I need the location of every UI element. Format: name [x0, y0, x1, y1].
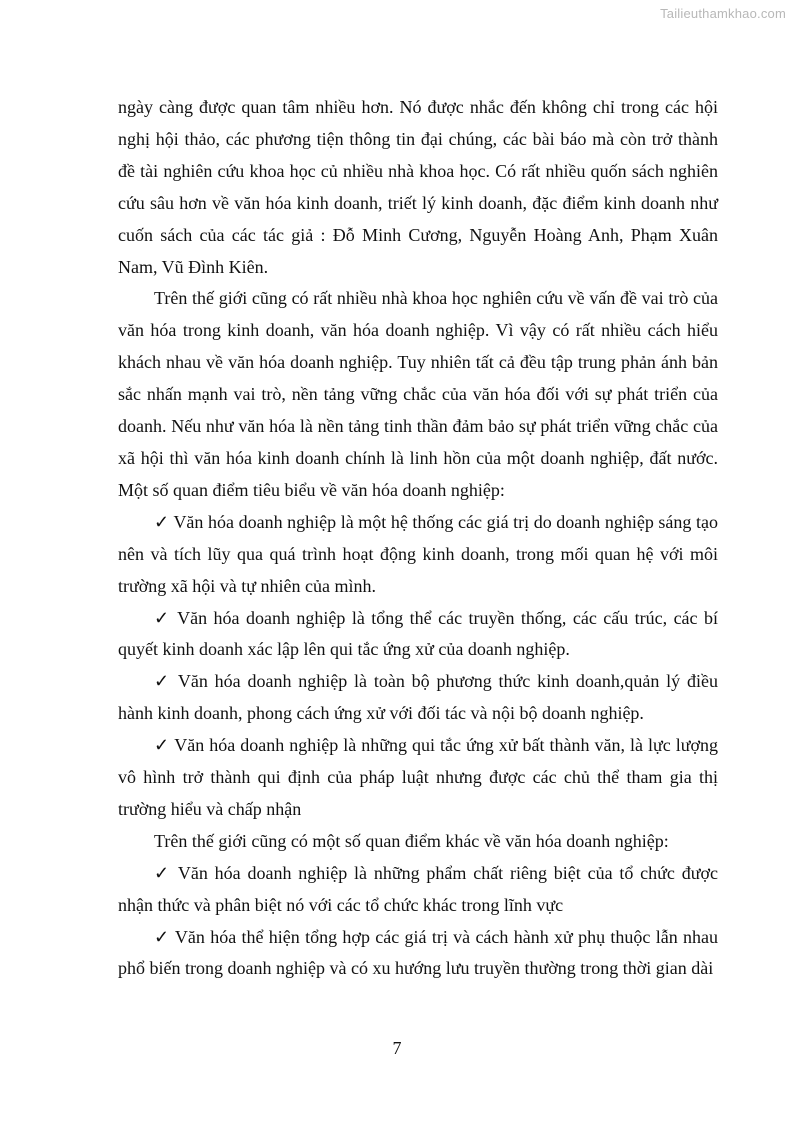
page-number: 7 [392, 1038, 402, 1058]
bullet-text: Văn hóa doanh nghiệp là những phẩm chất riêng biệt của tổ chức được nhận thức và phân biệt nó với các tổ chức khác trong lĩnh vực [118, 862, 718, 915]
watermark-text: Tailieuthamkhao.com [660, 6, 786, 21]
bullet-text: Văn hóa thể hiện tổng hợp các giá trị và cách hành xử phụ thuộc lẫn nhau phổ biến trong doanh nghiệp và có xu hướng lưu truyền thường trong thời gian dài [118, 926, 718, 979]
bullet-item [118, 922, 718, 986]
bullet-item [118, 507, 718, 603]
bullet-item [118, 858, 718, 922]
bullet-text: Văn hóa doanh nghiệp là những qui tắc ứng xử bất thành văn, là lực lượng vô hình trở thành qui định của pháp luật nhưng được các chủ thể tham gia thị trường hiểu và chấp nhận [118, 735, 718, 819]
bullet-text: Văn hóa doanh nghiệp là toàn bộ phương thức kinh doanh,quản lý điều hành kinh doanh, phong cách ứng xử với đối tác và nội bộ doanh nghiệp. [118, 671, 718, 724]
checkmark-icon: ✓ [154, 511, 170, 532]
paragraph-intro-2: Trên thế giới cũng có một số quan điểm khác về văn hóa doanh nghiệp: [154, 830, 669, 851]
bullet-text: Văn hóa doanh nghiệp là tổng thể các truyền thống, các cấu trúc, các bí quyết kinh doanh xác lập lên qui tắc ứng xử của doanh nghiệp. [118, 607, 718, 660]
bullet-item [118, 666, 718, 730]
paragraph-continued: ngày càng được quan tâm nhiều hơn. Nó được nhắc đến không chỉ trong các hội nghị hội thảo, các phương tiện thông tin đại chúng, các bài báo mà còn trở thành đề tài nghiên cứu khoa học củ nhiều nhà khoa học. Có rất nhiều quốn sách nghiên cứu sâu hơn về văn hóa kinh doanh, triết lý kinh doanh, đặc điểm kinh doanh như cuốn sách của các tác giả : Đỗ Minh Cương, Nguyễn Hoàng Anh, Phạm Xuân Nam, Vũ Đình Kiên. [118, 97, 718, 277]
bullet-text: Văn hóa doanh nghiệp là một hệ thống các giá trị do doanh nghiệp sáng tạo nên và tích lũy qua quá trình hoạt động kinh doanh, trong mối quan hệ với môi trường xã hội và tự nhiên của mình. [118, 511, 718, 596]
document-body [118, 92, 718, 985]
checkmark-icon: ✓ [154, 607, 172, 628]
checkmark-icon: ✓ [154, 735, 170, 756]
bullet-item [118, 730, 718, 826]
checkmark-icon: ✓ [154, 671, 172, 692]
checkmark-icon: ✓ [154, 862, 172, 883]
paragraph-intro: Trên thế giới cũng có rất nhiều nhà khoa học nghiên cứu về vấn đề vai trò của văn hóa trong kinh doanh, văn hóa doanh nghiệp. Vì vậy có rất nhiều cách hiểu khách nhau về văn hóa doanh nghiệp. Tuy nhiên tất cả đều tập trung phản ánh bản sắc nhấn mạnh vai trò, nền tảng vững chắc của văn hóa đối với sự phát triển của doanh. Nếu như văn hóa là nền tảng tinh thần đảm bảo sự phát triển vững chắc của xã hội thì văn hóa kinh doanh chính là linh hồn của một doanh nghiệp, đất nước. Một số quan điểm tiêu biểu về văn hóa doanh nghiệp: [118, 288, 718, 500]
checkmark-icon: ✓ [154, 926, 170, 947]
bullet-item [118, 603, 718, 667]
